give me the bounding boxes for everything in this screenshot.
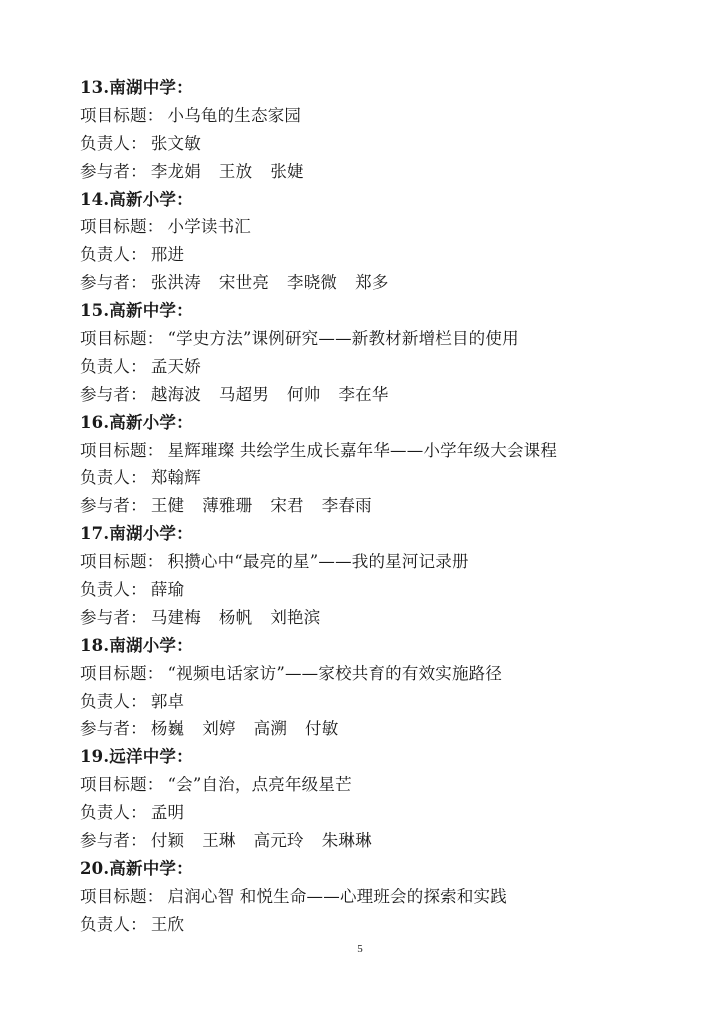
project-title: “会”自治，点亮年级星芒 (167, 775, 352, 795)
lead-label: 负责人： (80, 245, 147, 265)
lead-line (80, 241, 680, 269)
school-heading: 17.南湖小学： (80, 524, 193, 544)
project-title-label: 项目标题： (80, 552, 164, 572)
lead-line (80, 688, 680, 716)
participant-name: 高元玲 (253, 831, 304, 851)
participant-name: 马建梅 (150, 607, 201, 627)
lead-name: 王欣 (150, 914, 185, 934)
project-entry (80, 632, 680, 744)
participant-name: 张婕 (270, 161, 304, 181)
lead-name: 张文敏 (150, 133, 201, 153)
project-entry (80, 74, 680, 186)
participant-name: 王放 (218, 161, 253, 181)
project-title-line (80, 771, 680, 799)
lead-line (80, 353, 680, 381)
participant-name: 杨帆 (218, 607, 253, 627)
participants-label: 参与者： (80, 831, 147, 851)
project-entry (80, 186, 680, 298)
lead-label: 负责人： (80, 468, 147, 488)
participant-name: 刘婷 (202, 719, 236, 739)
participant-name: 刘艳滨 (270, 607, 321, 627)
school-heading: 15.高新中学： (80, 301, 193, 321)
participant-name: 郑多 (355, 273, 389, 293)
project-title-label: 项目标题： (80, 329, 164, 349)
lead-name: 邢进 (150, 245, 185, 265)
participant-name: 杨巍 (150, 719, 185, 739)
project-list (80, 74, 680, 939)
participant-name: 王健 (150, 496, 185, 516)
participants-label: 参与者： (80, 384, 147, 404)
project-title-line (80, 883, 680, 911)
project-title-label: 项目标题： (80, 886, 164, 906)
project-title-label: 项目标题： (80, 663, 164, 683)
participant-name: 越海波 (150, 384, 201, 404)
lead-line (80, 911, 680, 939)
lead-line (80, 464, 680, 492)
project-entry (80, 297, 680, 409)
participants-label: 参与者： (80, 273, 147, 293)
lead-name: 孟明 (150, 803, 185, 823)
lead-name: 郑翰辉 (150, 468, 201, 488)
project-title: “视频电话家访”——家校共育的有效实施路径 (167, 663, 503, 683)
project-title-line (80, 548, 680, 576)
participants-label: 参与者： (80, 496, 147, 516)
school-heading: 13.南湖中学： (80, 78, 193, 97)
lead-name: 薛瑜 (150, 580, 185, 600)
project-title: 星辉璀璨 共绘学生成长嘉年华——小学年级大会课程 (167, 440, 558, 460)
lead-line (80, 576, 680, 604)
participant-name: 王琳 (202, 831, 236, 851)
participants-line (80, 827, 680, 855)
lead-label: 负责人： (80, 691, 147, 711)
lead-name: 郭卓 (150, 691, 185, 711)
participant-name: 高溯 (253, 719, 288, 739)
school-heading: 19.远洋中学： (80, 747, 193, 767)
lead-label: 负责人： (80, 580, 147, 600)
project-entry (80, 743, 680, 855)
project-title-label: 项目标题： (80, 775, 164, 795)
project-title-label: 项目标题： (80, 105, 164, 125)
participant-name: 李晓微 (287, 273, 338, 293)
participant-name: 付敏 (305, 719, 339, 739)
project-title-line (80, 213, 680, 241)
lead-label: 负责人： (80, 133, 147, 153)
project-title-line (80, 437, 680, 465)
participant-name: 张洪涛 (150, 273, 201, 293)
project-title: “学史方法”课例研究——新教材新增栏目的使用 (167, 329, 519, 349)
project-entry (80, 409, 680, 521)
school-heading: 14.高新小学： (80, 189, 193, 209)
participants-label: 参与者： (80, 607, 147, 627)
participant-name: 付颖 (150, 831, 185, 851)
project-title-label: 项目标题： (80, 440, 164, 460)
project-title: 小乌龟的生态家园 (167, 105, 302, 125)
school-heading: 16.高新小学： (80, 412, 193, 432)
project-title-label: 项目标题： (80, 217, 164, 237)
lead-line (80, 130, 680, 158)
participant-name: 李龙娟 (150, 161, 201, 181)
participants-line (80, 492, 680, 520)
participant-name: 李春雨 (321, 496, 372, 516)
school-heading: 18.南湖小学： (80, 635, 193, 655)
participant-name: 何帅 (287, 384, 321, 404)
participant-name: 马超男 (218, 384, 270, 404)
project-entry (80, 855, 680, 939)
participants-line (80, 269, 680, 297)
participant-name: 宋君 (270, 496, 304, 516)
school-heading: 20.高新中学： (80, 858, 193, 878)
participant-name: 李在华 (338, 384, 389, 404)
project-title-line (80, 325, 680, 353)
participants-line (80, 158, 680, 186)
participants-line (80, 604, 680, 632)
project-title-line (80, 660, 680, 688)
project-title: 小学读书汇 (167, 217, 251, 237)
participant-name: 宋世亮 (218, 273, 270, 293)
participant-name: 朱琳琳 (321, 831, 372, 851)
participant-name: 薄雅珊 (202, 496, 253, 516)
participants-label: 参与者： (80, 161, 147, 181)
lead-label: 负责人： (80, 914, 147, 934)
project-title-line (80, 102, 680, 130)
page-number: 5 (357, 943, 363, 955)
project-entry (80, 520, 680, 632)
lead-name: 孟天娇 (150, 356, 201, 376)
lead-line (80, 799, 680, 827)
project-title: 启润心智 和悦生命——心理班会的探索和实践 (167, 886, 507, 906)
participants-line (80, 715, 680, 743)
participants-label: 参与者： (80, 719, 147, 739)
participants-line (80, 381, 680, 409)
lead-label: 负责人： (80, 803, 147, 823)
project-title: 积攒心中“最亮的星”——我的星河记录册 (167, 552, 469, 572)
lead-label: 负责人： (80, 356, 147, 376)
